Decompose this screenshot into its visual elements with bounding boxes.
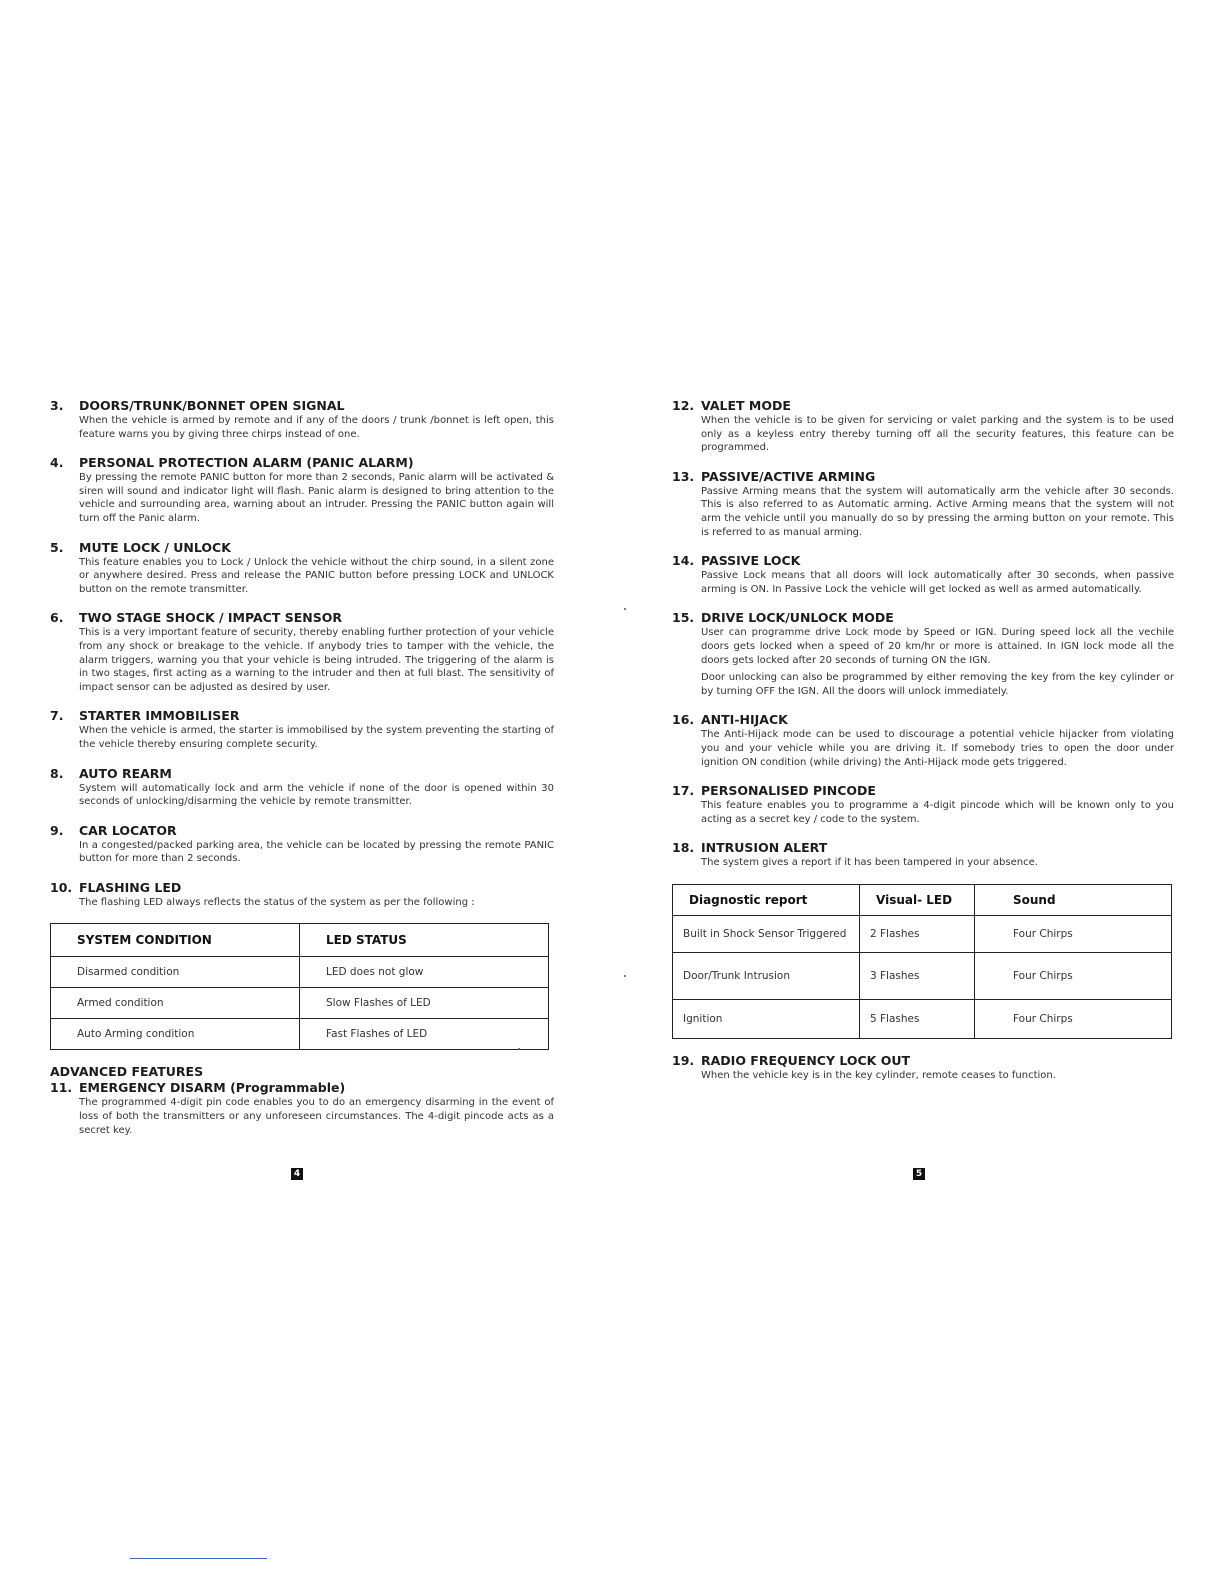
section-heading [672,840,1174,856]
table-cell: Ignition [673,999,860,1038]
section-paragraph: The system gives a report if it has been tampered in your absence. [701,857,1038,869]
section-number: 18. [672,840,695,856]
manual-section [50,880,554,910]
scan-speck [624,975,626,977]
section-paragraph: When the vehicle is armed by remote and if any of the doors / trunk /bonnet is left open, this feature warns you by giving three chirps instead of one. [79,415,554,440]
section-heading [672,783,1174,799]
section-paragraph: System will automatically lock and arm the vehicle if none of the door is opened within 30 seconds of unlocking/disarming the vehicle by remote transmitter. [79,782,554,808]
section-title: CAR LOCATOR [79,822,177,838]
table-cell: Slow Flashes of LED [300,988,549,1019]
led-table-header-cell: LED STATUS [300,924,549,957]
section-heading [50,823,554,839]
table-row [673,915,1172,952]
table-cell: Auto Arming condition [51,1019,300,1050]
section-number: 16. [672,712,695,728]
table-cell: Four Chirps [975,999,1172,1038]
section-paragraph: The Anti-Hijack mode can be used to discourage a potential vehicle hijacker from violating you and your vehicle while you are driving it. If somebody tries to open the door under ignition ON condition (while driving) the Anti-Hijack mode gets triggered. [701,729,1174,768]
advanced-features-heading: ADVANCED FEATURES [50,1064,204,1080]
section-number: 3. [50,398,64,413]
section-number: 13. [672,468,695,484]
section-heading [672,610,1174,626]
led-table-header [51,924,549,957]
section-title: ANTI-HIJACK [701,712,788,728]
section-number: 17. [672,783,695,799]
section-heading [50,610,554,626]
section-number: 8. [50,765,64,781]
table-cell: Fast Flashes of LED [300,1019,549,1050]
table-cell: Door/Trunk Intrusion [673,952,860,999]
manual-section [672,840,1174,870]
section-paragraph: This feature enables you to programme a 4-digit pincode which will be known only to you acting as a secret key / code to the system. [701,800,1174,825]
section-title: EMERGENCY DISARM (Programmable) [79,1080,346,1096]
manual-section [50,823,554,866]
table-row [51,988,549,1019]
section-title: INTRUSION ALERT [701,840,828,856]
section-body [701,799,1174,826]
table-row [673,999,1172,1038]
section-heading [672,398,1174,414]
section-body [79,556,554,597]
manual-section [50,455,554,525]
section-body [79,724,554,751]
section-paragraph: By pressing the remote PANIC button for more than 2 seconds, Panic alarm will be activated & siren will sound and indicator light will flash. Panic alarm is designed to bring attention to the vehicle and surrounding area, warning about an intruder. Pressing the PANIC button again will turn off the Panic alarm. [79,472,554,524]
manual-section [50,540,554,597]
diagnostic-report-table [672,884,1172,1039]
table-row [673,952,1172,999]
section-emergency-disarm [50,1080,554,1137]
led-status-table [50,923,549,1050]
section-title: VALET MODE [701,398,791,413]
left-sections [50,398,554,909]
section-paragraph: User can programme drive Lock mode by Speed or IGN. During speed lock all the vechile doors gets locked when a speed of 20 km/hr or more is attained. In IGN lock mode all the doors gets locked after 20 seconds of turning ON the IGN. [701,627,1174,666]
section-heading [50,708,554,724]
section-body [701,728,1174,769]
section-title: DOORS/TRUNK/BONNET OPEN SIGNAL [79,398,345,413]
table-cell: Disarmed condition [51,957,300,988]
section-heading [672,553,1174,569]
diag-table-header-cell: Sound [975,884,1172,915]
section-paragraph: This feature enables you to Lock / Unlock the vehicle without the chirp sound, in a silent zone or anywhere desired. Press and release the PANIC button before pressing LOCK and UNLOCK button on the remote transmitter. [79,556,554,595]
left-page [50,398,554,1151]
divider-line [130,1558,267,1559]
section-body [701,1069,1174,1083]
manual-section [672,398,1174,455]
table-cell: Four Chirps [975,952,1172,999]
diag-table-header [673,884,1172,915]
manual-section [672,712,1174,769]
section-body [79,471,554,525]
section-heading [50,455,554,471]
section-body [79,896,554,910]
table-cell: LED does not glow [300,957,549,988]
section-heading [672,1053,1174,1069]
section-title: DRIVE LOCK/UNLOCK MODE [701,610,894,626]
section-body [79,839,554,866]
section-paragraph: In a congested/packed parking area, the vehicle can be located by pressing the remote PANIC button for more than 2 seconds. [79,839,554,865]
section-body [79,782,554,809]
table-cell: Armed condition [51,988,300,1019]
section-heading [50,398,554,414]
page-number-badge: 4 [291,1168,303,1180]
section-number: 10. [50,879,73,895]
section-number: 19. [672,1052,695,1068]
page-number-badge: 5 [913,1168,925,1180]
section-number: 15. [672,610,695,626]
section-heading [672,712,1174,728]
manual-section [50,766,554,809]
section-radio-frequency-lock-out [672,1053,1174,1083]
section-body [701,485,1174,539]
diag-table-header-cell: Diagnostic report [673,884,860,915]
section-paragraph: Passive Arming means that the system will automatically arm the vehicle after 30 seconds. This is also referred to as Automatic arming. Active Arming means that the system will not arm the vehicle until you manually do so by pressing the arming button on your remote. This is referred to as manual arming. [701,485,1174,538]
section-body [701,569,1174,596]
section-number: 4. [50,455,64,471]
section-title: PASSIVE LOCK [701,553,801,569]
section-number: 12. [672,398,695,413]
section-number: 11. [50,1080,73,1096]
section-paragraph: The flashing LED always reflects the status of the system as per the following : [79,896,475,908]
section-paragraph: This is a very important feature of security, thereby enabling further protection of your vehicle from any shock or breakage to the vehicle. If anybody tries to tamper with the vehicle, the alarm triggers, warning you that your vehicle is being intruded. The triggering of the alarm is in two stages, first acting as a warning to the intruder and then at full blast. The sensitivity of impact sensor can be adjusted as desired by user. [79,627,554,693]
manual-section [50,708,554,751]
led-table-header-cell: SYSTEM CONDITION [51,924,300,957]
section-number: 6. [50,610,64,626]
section-body [701,856,1174,870]
table-row [51,957,549,988]
section-body [701,626,1174,698]
section-body [79,626,554,694]
section-title: PASSIVE/ACTIVE ARMING [701,468,876,484]
section-title: RADIO FREQUENCY LOCK OUT [701,1052,911,1068]
section-title: PERSONAL PROTECTION ALARM (PANIC ALARM) [79,455,414,471]
diag-table-header-cell: Visual- LED [860,884,975,915]
manual-section [672,783,1174,826]
table-cell: 5 Flashes [860,999,975,1038]
section-title: FLASHING LED [79,879,182,895]
table-cell: Built in Shock Sensor Triggered [673,915,860,952]
section-paragraph: When the vehicle is armed, the starter is immobilised by the system preventing the starting of the vehicle thereby ensuring complete security. [79,725,554,750]
section-heading [672,469,1174,485]
manual-section [672,610,1174,698]
table-cell: 3 Flashes [860,952,975,999]
manual-section [50,398,554,441]
section-number: 7. [50,708,64,724]
section-heading [50,540,554,556]
manual-section [672,469,1174,539]
table-cell: 2 Flashes [860,915,975,952]
right-page [672,398,1174,1096]
section-paragraph: Passive Lock means that all doors will lock automatically after 30 seconds, when passive arming is ON. In Passive Lock the vehicle will get locked as well as armed automatically. [701,570,1174,595]
section-heading [50,766,554,782]
section-title: MUTE LOCK / UNLOCK [79,539,231,555]
section-body [701,414,1174,455]
manual-section [672,553,1174,596]
section-title: AUTO REARM [79,765,172,781]
table-row [51,1019,549,1050]
scan-speck [518,1048,520,1050]
section-number: 14. [672,553,695,569]
section-heading [50,1080,554,1096]
section-body [79,414,554,441]
section-paragraph: Door unlocking can also be programmed by either removing the key from the key cylinder or by turning OFF the IGN. All the doors will unlock immediately. [701,672,1174,697]
section-paragraph: The programmed 4-digit pin code enables you to do an emergency disarming in the event of loss of both the transmitters or any unforeseen circumstances. The 4-digit pincode acts as a secret key. [79,1097,554,1136]
section-title: PERSONALISED PINCODE [701,783,876,799]
right-sections [672,398,1174,870]
section-number: 5. [50,539,64,555]
section-paragraph: When the vehicle is to be given for servicing or valet parking and the system is to be used only as a keyless entry thereby turning off all the security features, this feature can be programmed. [701,415,1174,454]
section-body [79,1096,554,1137]
section-heading [50,880,554,896]
section-title: TWO STAGE SHOCK / IMPACT SENSOR [79,610,342,626]
scan-speck [624,608,626,610]
section-number: 9. [50,822,64,838]
section-paragraph: When the vehicle key is in the key cylinder, remote ceases to function. [701,1069,1056,1081]
manual-section [50,610,554,694]
section-title: STARTER IMMOBILISER [79,708,240,724]
table-cell: Four Chirps [975,915,1172,952]
